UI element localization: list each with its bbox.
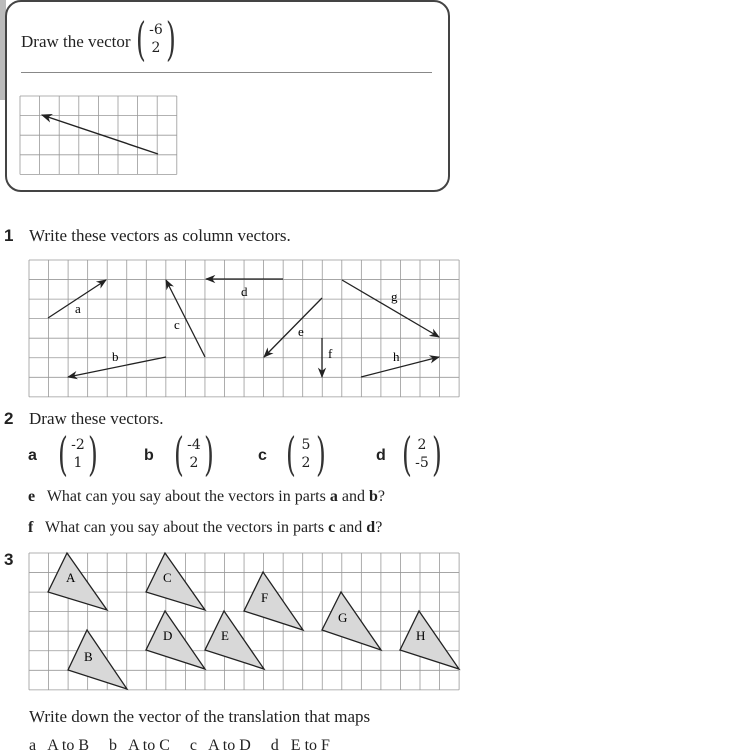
vector-bottom: 2 — [151, 40, 161, 56]
shape-label-C: C — [163, 570, 172, 585]
triangle-A — [48, 553, 107, 610]
part-d-top: 2 — [417, 437, 427, 453]
q2-part-d-label: d — [376, 447, 386, 464]
shape-label-E: E — [221, 628, 229, 643]
part-e-label: e — [28, 488, 36, 505]
part-d-bottom: -5 — [415, 455, 429, 471]
part-e-ref2: b — [368, 488, 378, 505]
part-e-end: ? — [377, 488, 385, 505]
q2-part-e — [28, 488, 385, 506]
vector-c-label: c — [174, 317, 180, 332]
shape-label-G: G — [338, 610, 348, 625]
right-paren: ) — [165, 12, 176, 66]
q2-number: 2 — [4, 409, 14, 428]
q2-text: Draw these vectors. — [29, 409, 164, 428]
part-c-top: 5 — [301, 437, 311, 453]
q2-part-b-vector: ( -4 2 ) — [174, 427, 214, 481]
vector-h-label: h — [393, 349, 400, 364]
vector-top: -6 — [149, 22, 163, 38]
part-e-and: and — [341, 488, 365, 505]
q2-part-c-label: c — [258, 447, 267, 464]
shape-label-B: B — [84, 649, 93, 664]
triangle-F — [244, 572, 303, 630]
part-f-text: What can you say about the vectors in parts — [45, 519, 325, 536]
vector-e-arrow — [264, 298, 322, 357]
q3-number: 3 — [4, 550, 14, 569]
vector-a-label: a — [75, 301, 81, 316]
vector-g-label: g — [391, 289, 398, 304]
q1-grid — [29, 260, 459, 397]
vector-b-label: b — [112, 349, 119, 364]
part-e-ref1: a — [329, 488, 338, 505]
q2-part-a-vector: ( -2 1 ) — [58, 427, 98, 481]
part-b-bottom: 2 — [189, 455, 199, 471]
part-f-label: f — [28, 519, 34, 536]
shape-label-A: A — [66, 570, 76, 585]
q2-part-f — [28, 519, 382, 537]
example-grid — [20, 96, 177, 174]
triangle-D — [146, 611, 205, 669]
part-c-bottom: 2 — [301, 455, 311, 471]
part-b-top: -4 — [187, 437, 201, 453]
part-f-ref1: c — [328, 519, 336, 536]
left-paren: ( — [136, 12, 146, 66]
part-e-text: What can you say about the vectors in parts — [46, 488, 326, 505]
q1-text: Write these vectors as column vectors. — [29, 226, 291, 245]
example-instruction: Draw the vector — [21, 32, 131, 51]
shape-label-H: H — [416, 628, 426, 643]
vector-h-arrow — [361, 357, 439, 377]
triangle-E — [205, 611, 264, 669]
q3-cutoff-line: a A to B b A to C c A to D d E to F — [29, 737, 330, 754]
q2-part-d-vector: ( 2 -5 ) — [402, 427, 442, 481]
vector-e-label: e — [298, 324, 304, 339]
triangle-H — [400, 611, 459, 669]
q3-text: Write down the vector of the translation that maps — [29, 707, 371, 726]
part-f-ref2: d — [366, 519, 376, 536]
q3-shapes — [48, 553, 459, 689]
vector-f-label: f — [328, 346, 333, 361]
part-a-top: -2 — [71, 437, 85, 453]
triangle-C — [146, 553, 205, 610]
q2-part-b-label: b — [144, 447, 154, 464]
q1-number: 1 — [4, 226, 14, 245]
part-f-and: and — [339, 519, 363, 536]
q2-part-a-label: a — [28, 447, 37, 464]
vector-d-label: d — [241, 284, 248, 299]
q1-vectors — [48, 279, 439, 377]
q2-part-c-vector: ( 5 2 ) — [286, 427, 326, 481]
shape-label-D: D — [163, 628, 173, 643]
part-a-bottom: 1 — [73, 455, 83, 471]
triangle-G — [322, 592, 381, 650]
part-f-end: ? — [375, 519, 383, 536]
shape-label-F: F — [261, 590, 269, 605]
triangle-B — [68, 630, 127, 689]
